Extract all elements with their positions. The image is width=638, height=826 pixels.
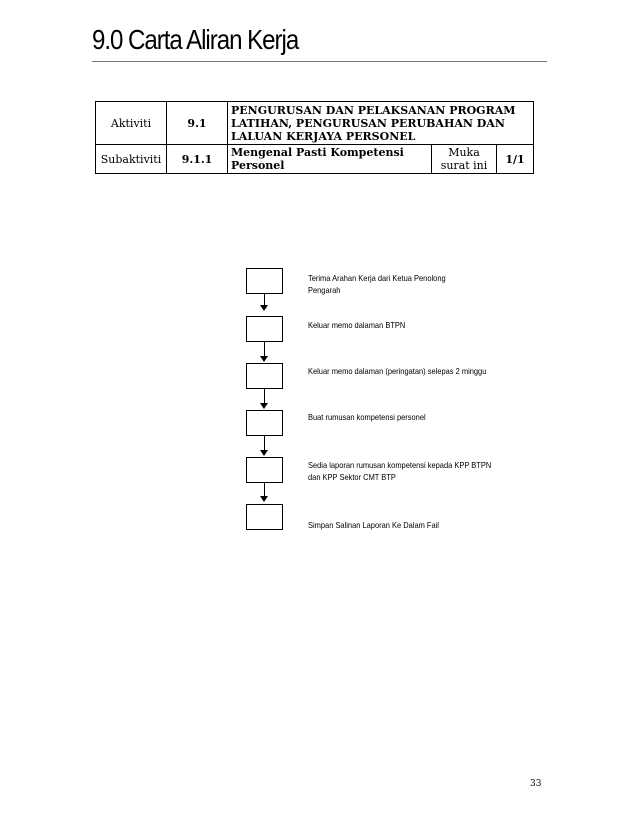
flow-step-label-1: Terima Arahan Kerja dari Ketua Penolong Pengarah	[308, 273, 446, 295]
flow-step-label-6: Simpan Salinan Laporan Ke Dalam Fail	[308, 520, 439, 530]
page-count: 1/1	[497, 145, 534, 174]
activity-title-line: LATIHAN, PENGURUSAN PERUBAHAN DAN	[231, 116, 505, 130]
subactivity-title-line: Personel	[231, 159, 285, 172]
flow-step-box-6	[246, 504, 283, 530]
muka-line: surat ini	[440, 159, 488, 172]
flow-arrow-icon	[260, 356, 268, 362]
subactivity-title	[228, 145, 432, 174]
flow-step-box-5	[246, 457, 283, 483]
subactivity-row	[96, 145, 534, 174]
flow-step-box-1	[246, 268, 283, 294]
flow-step-box-2	[246, 316, 283, 342]
flow-arrow-icon	[260, 450, 268, 456]
muka-line: Muka	[448, 146, 480, 159]
subactivity-number: 9.1.1	[167, 145, 228, 174]
flow-arrow-icon	[260, 403, 268, 409]
flow-step-box-3	[246, 363, 283, 389]
muka-surat-label	[432, 145, 497, 174]
subactivity-label: Subaktiviti	[96, 145, 167, 174]
flow-connector	[264, 436, 265, 451]
activity-info-table	[95, 101, 534, 174]
flow-step-label-2: Keluar memo dalaman BTPN	[308, 320, 406, 330]
page-number: 33	[530, 779, 542, 789]
flow-arrow-icon	[260, 305, 268, 311]
activity-number: 9.1	[167, 102, 228, 145]
activity-label: Aktiviti	[96, 102, 167, 145]
section-heading: 9.0 Carta Aliran Kerja	[92, 24, 299, 55]
activity-row	[96, 102, 534, 145]
flow-step-label-3: Keluar memo dalaman (peringatan) selepas 2 minggu	[308, 366, 487, 376]
flow-step-label-5: Sedia laporan rumusan kompetensi kepada KPP BTPN dan KPP Sektor CMT BTP	[308, 460, 492, 482]
activity-title-line: PENGURUSAN DAN PELAKSANAN PROGRAM	[231, 103, 516, 117]
activity-title	[228, 102, 534, 145]
flow-step-box-4	[246, 410, 283, 436]
subactivity-title-line: Mengenal Pasti Kompetensi	[231, 146, 404, 159]
flow-arrow-icon	[260, 496, 268, 502]
flow-connector	[264, 342, 265, 357]
flow-connector	[264, 389, 265, 404]
activity-title-line: LALUAN KERJAYA PERSONEL	[231, 129, 416, 143]
flow-step-label-4: Buat rumusan kompetensi personel	[308, 412, 426, 422]
heading-underline	[92, 61, 547, 62]
flow-connector	[264, 483, 265, 497]
